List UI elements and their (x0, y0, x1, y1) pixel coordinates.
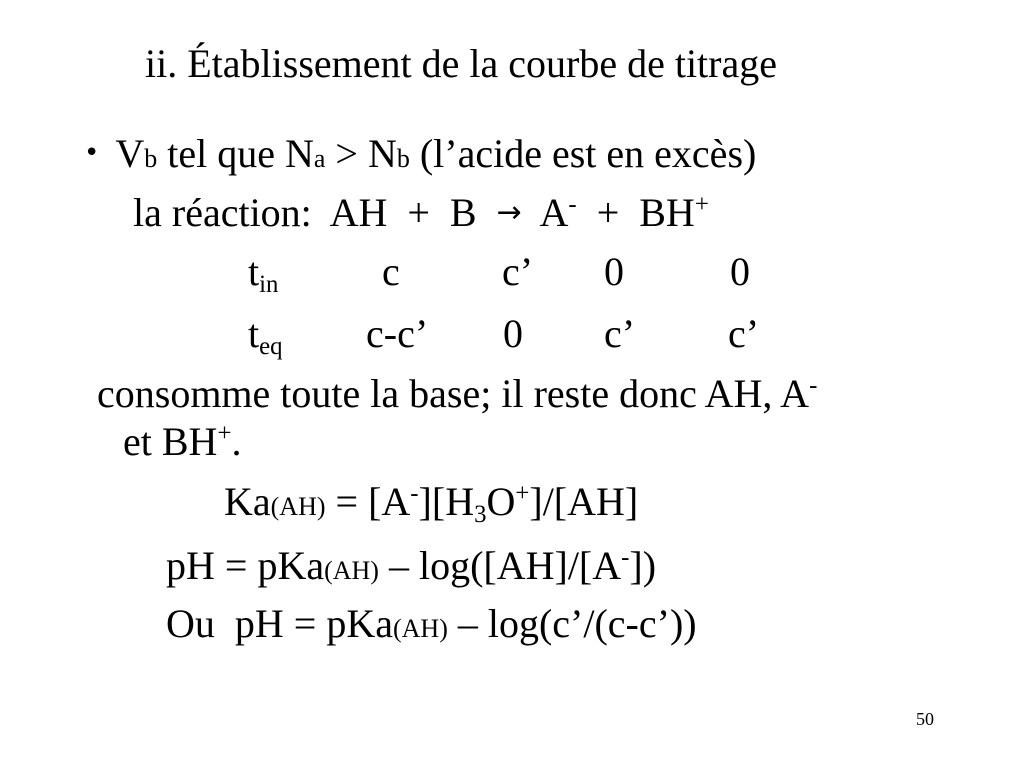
ka-symbol: Ka (224, 479, 271, 524)
page-number: 50 (916, 709, 934, 729)
ka-ah: (AH) (270, 492, 326, 521)
row-tin-c4: 0 (730, 249, 750, 294)
consume-a-minus: - (809, 372, 818, 400)
row-teq-sub: eq (259, 333, 283, 361)
row-teq-c1: c-c’ (366, 311, 429, 356)
ka-three: 3 (474, 501, 487, 529)
consume-period: . (231, 419, 242, 464)
ph1-log: – log([AH]/[A (378, 543, 622, 588)
consume-text-2: et BH (123, 419, 218, 464)
ph1-tail: ]) (629, 543, 657, 588)
ka-equation (224, 479, 639, 529)
row-tin-label (248, 249, 279, 299)
row-teq-label (248, 311, 283, 361)
bullet-sub-b: b (144, 144, 158, 173)
row-teq-c3: c’ (604, 311, 636, 356)
ph1-a-minus: - (621, 544, 630, 572)
ph1-lhs: pH = pKa (166, 543, 325, 588)
row-teq-t: t (248, 311, 260, 356)
consume-bh-plus: + (217, 420, 232, 448)
slide-title: ii. Établissement de la courbe de titrage (145, 41, 777, 86)
ph1-ah: (AH) (324, 556, 379, 585)
row-tin-t: t (248, 249, 260, 294)
ka-h: ][H (418, 479, 475, 524)
bullet-sub-b2: b (396, 144, 410, 173)
reaction-bh-plus: + (694, 191, 709, 219)
bullet-tel-que: tel que N (157, 131, 314, 176)
ka-tail: ]/[AH] (529, 479, 639, 524)
row-tin-c2: c’ (502, 249, 534, 294)
row-teq-c4: c’ (728, 311, 760, 356)
reaction-prefix: la réaction: AH + B (133, 190, 497, 235)
bullet-gt: > N (325, 131, 397, 176)
row-tin-c3: 0 (604, 249, 624, 294)
ka-eq: = [A (325, 479, 411, 524)
consume-line-2 (123, 419, 242, 464)
consume-line-1 (97, 371, 818, 416)
row-tin-c1: c (382, 249, 400, 294)
bullet-sub-a: a (313, 144, 326, 173)
ka-o: O (486, 479, 516, 524)
bullet-icon: • (84, 138, 100, 168)
ph-equation-1 (166, 543, 657, 588)
reaction-line (133, 190, 709, 235)
reaction-bh: + BH (576, 190, 695, 235)
reaction-a-minus: - (568, 191, 577, 219)
ka-plus: + (515, 480, 530, 508)
bullet-tail: (l’acide est en excès) (409, 131, 757, 176)
row-tin-sub: in (259, 271, 279, 299)
reaction-a: A (521, 190, 569, 235)
consume-text-1: consomme toute la base; il reste donc AH, A (97, 371, 810, 416)
ph2-log: – log(c’/(c-c’)) (447, 601, 697, 646)
ph-equation-2 (166, 601, 697, 646)
row-teq-c2: 0 (503, 311, 523, 356)
ka-a-minus: - (410, 480, 419, 508)
ph2-lhs: Ou pH = pKa (166, 601, 393, 646)
bullet-v: V (115, 131, 145, 176)
reaction-arrow: → (496, 195, 522, 230)
ph2-ah: (AH) (392, 614, 448, 643)
bullet-line (84, 131, 757, 176)
